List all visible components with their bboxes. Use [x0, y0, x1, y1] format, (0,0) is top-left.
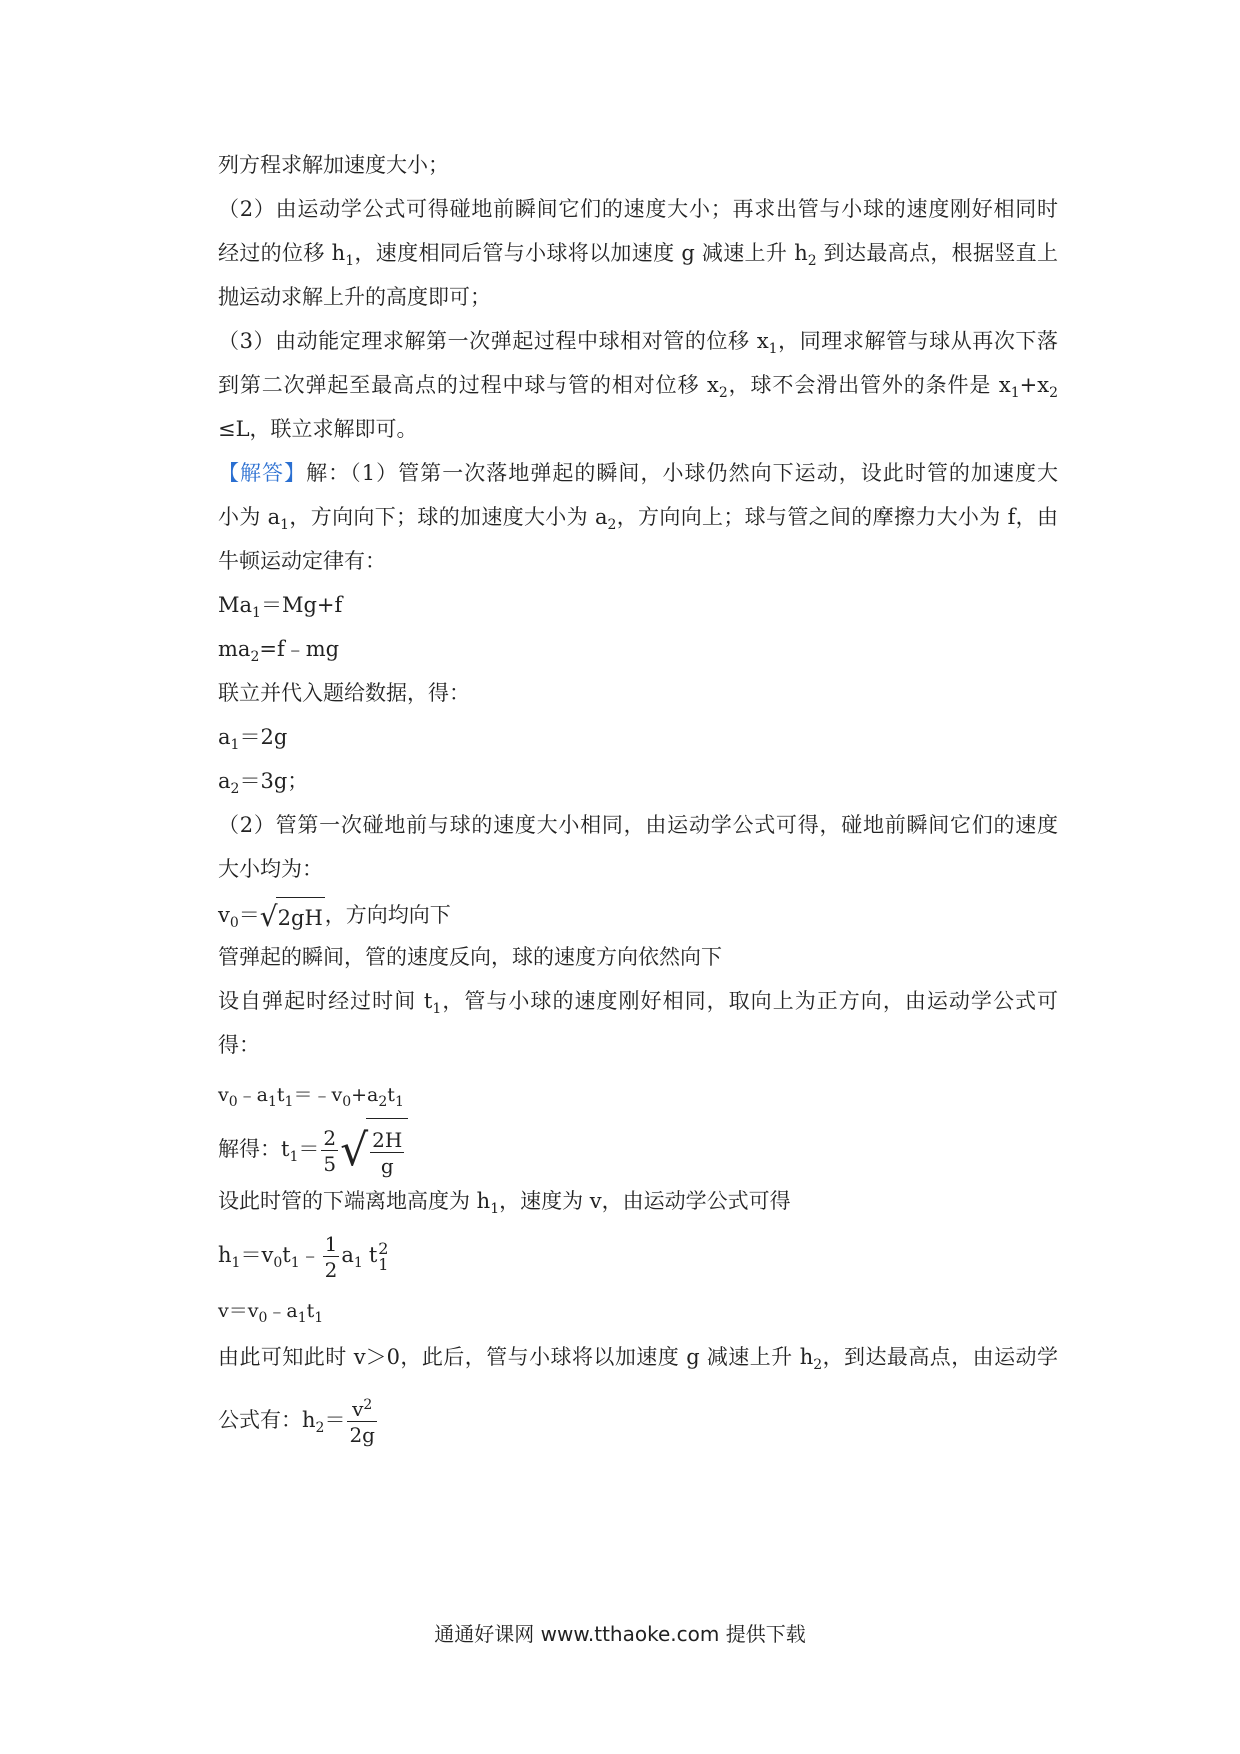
answer-line-6: 大小均为： [218, 857, 323, 881]
equation-4: $a_2=3g$； [218, 769, 309, 797]
equation-6: $v_0﹣a_1t_1=﹣v_0+a_2t_1$ [218, 1084, 404, 1110]
equation-1: $Ma_1=Mg+f$ [218, 593, 343, 621]
answer-line-5: （2）管第一次碰地前与球的速度大小相同，由运动学公式可得，碰地前瞬间它们的速度 [218, 813, 1058, 837]
answer-line-11: 由此可知此时 v＞0，此后，管与小球将以加速度 g 减速上升 $h_2$，到达最高点，由运动学 [218, 1345, 1058, 1373]
answer-line-2: 小为 $a_1$，方向向下；球的加速度大小为 $a_2$，方向向上；球与管之间的摩擦力大小为 f，由 [218, 505, 1058, 533]
sqrt-2gH: √2gH [260, 896, 325, 937]
answer-line-3: 牛顿运动定律有： [218, 549, 386, 573]
analysis-line-5: （3）由动能定理求解第一次弹起过程中球相对管的位移 $x_1$，同理求解管与球从再次下落 [218, 329, 1058, 357]
answer-line-10: 设此时管的下端离地高度为 $h_1$，速度为 v，由运动学公式可得 [218, 1189, 791, 1217]
equation-8: $h_1=v_0t_1﹣$ $\frac{1}{2}$ $a_1$ t 2 1 [218, 1231, 389, 1282]
analysis-line-1: 列方程求解加速度大小； [218, 153, 449, 177]
answer-line-7: 管弹起的瞬间，管的速度反向，球的速度方向依然向下 [218, 945, 722, 969]
equation-3: $a_1=2g$ [218, 725, 288, 753]
answer-tag: 【解答】 [218, 461, 307, 485]
equation-5: $v_0=√2gH$，方向均向下 [218, 896, 451, 934]
analysis-line-3: 经过的位移 $h_1$，速度相同后管与小球将以加速度 g 减速上升 $h_2$ 到达最高点，根据竖直上 [218, 241, 1058, 269]
answer-line-9: 得： [218, 1033, 260, 1057]
fraction-2-5: $\frac{2}{5}$ [323, 1125, 337, 1176]
fraction-1-2: $\frac{1}{2}$ [324, 1231, 338, 1282]
equation-2: $ma_2=f﹣mg$ [218, 637, 340, 665]
analysis-line-7: ≤L，联立求解即可。 [218, 417, 418, 441]
analysis-line-4: 抛运动求解上升的高度即可； [218, 285, 491, 309]
equation-10: 公式有：$h_2=$ $\frac{v^2}{2g}$ [218, 1396, 375, 1447]
analysis-line-2: （2）由运动学公式可得碰地前瞬间它们的速度大小；再求出管与小球的速度刚好相同时 [218, 197, 1058, 221]
analysis-line-6: 到第二次弹起至最高点的过程中球与管的相对位移 $x_2$，球不会滑出管外的条件是 $x_1+x_2$ [218, 373, 1058, 401]
fraction-v2-over-2g: $\frac{v^2}{2g}$ [349, 1396, 375, 1447]
equation-7: 解得：$t_1=$ $\frac{2}{5}$ √ $\frac{2H}{g}$ [218, 1116, 408, 1182]
answer-line-1: 【解答】解：（1）管第一次落地弹起的瞬间，小球仍然向下运动，设此时管的加速度大 [218, 461, 1059, 485]
answer-line-4: 联立并代入题给数据，得： [218, 681, 470, 705]
page-footer: 通通好课网 www.tthaoke.com 提供下载 [434, 1622, 806, 1646]
answer-line-8: 设自弹起时经过时间 $t_1$，管与小球的速度刚好相同，取向上为正方向，由运动学公式可 [218, 989, 1058, 1017]
equation-9: $v=v_0﹣a_1t_1$ [218, 1300, 324, 1326]
sqrt-2H-over-g: √ $\frac{2H}{g}$ [340, 1117, 408, 1185]
superscript-subscript-stack: 2 1 [378, 1238, 389, 1274]
